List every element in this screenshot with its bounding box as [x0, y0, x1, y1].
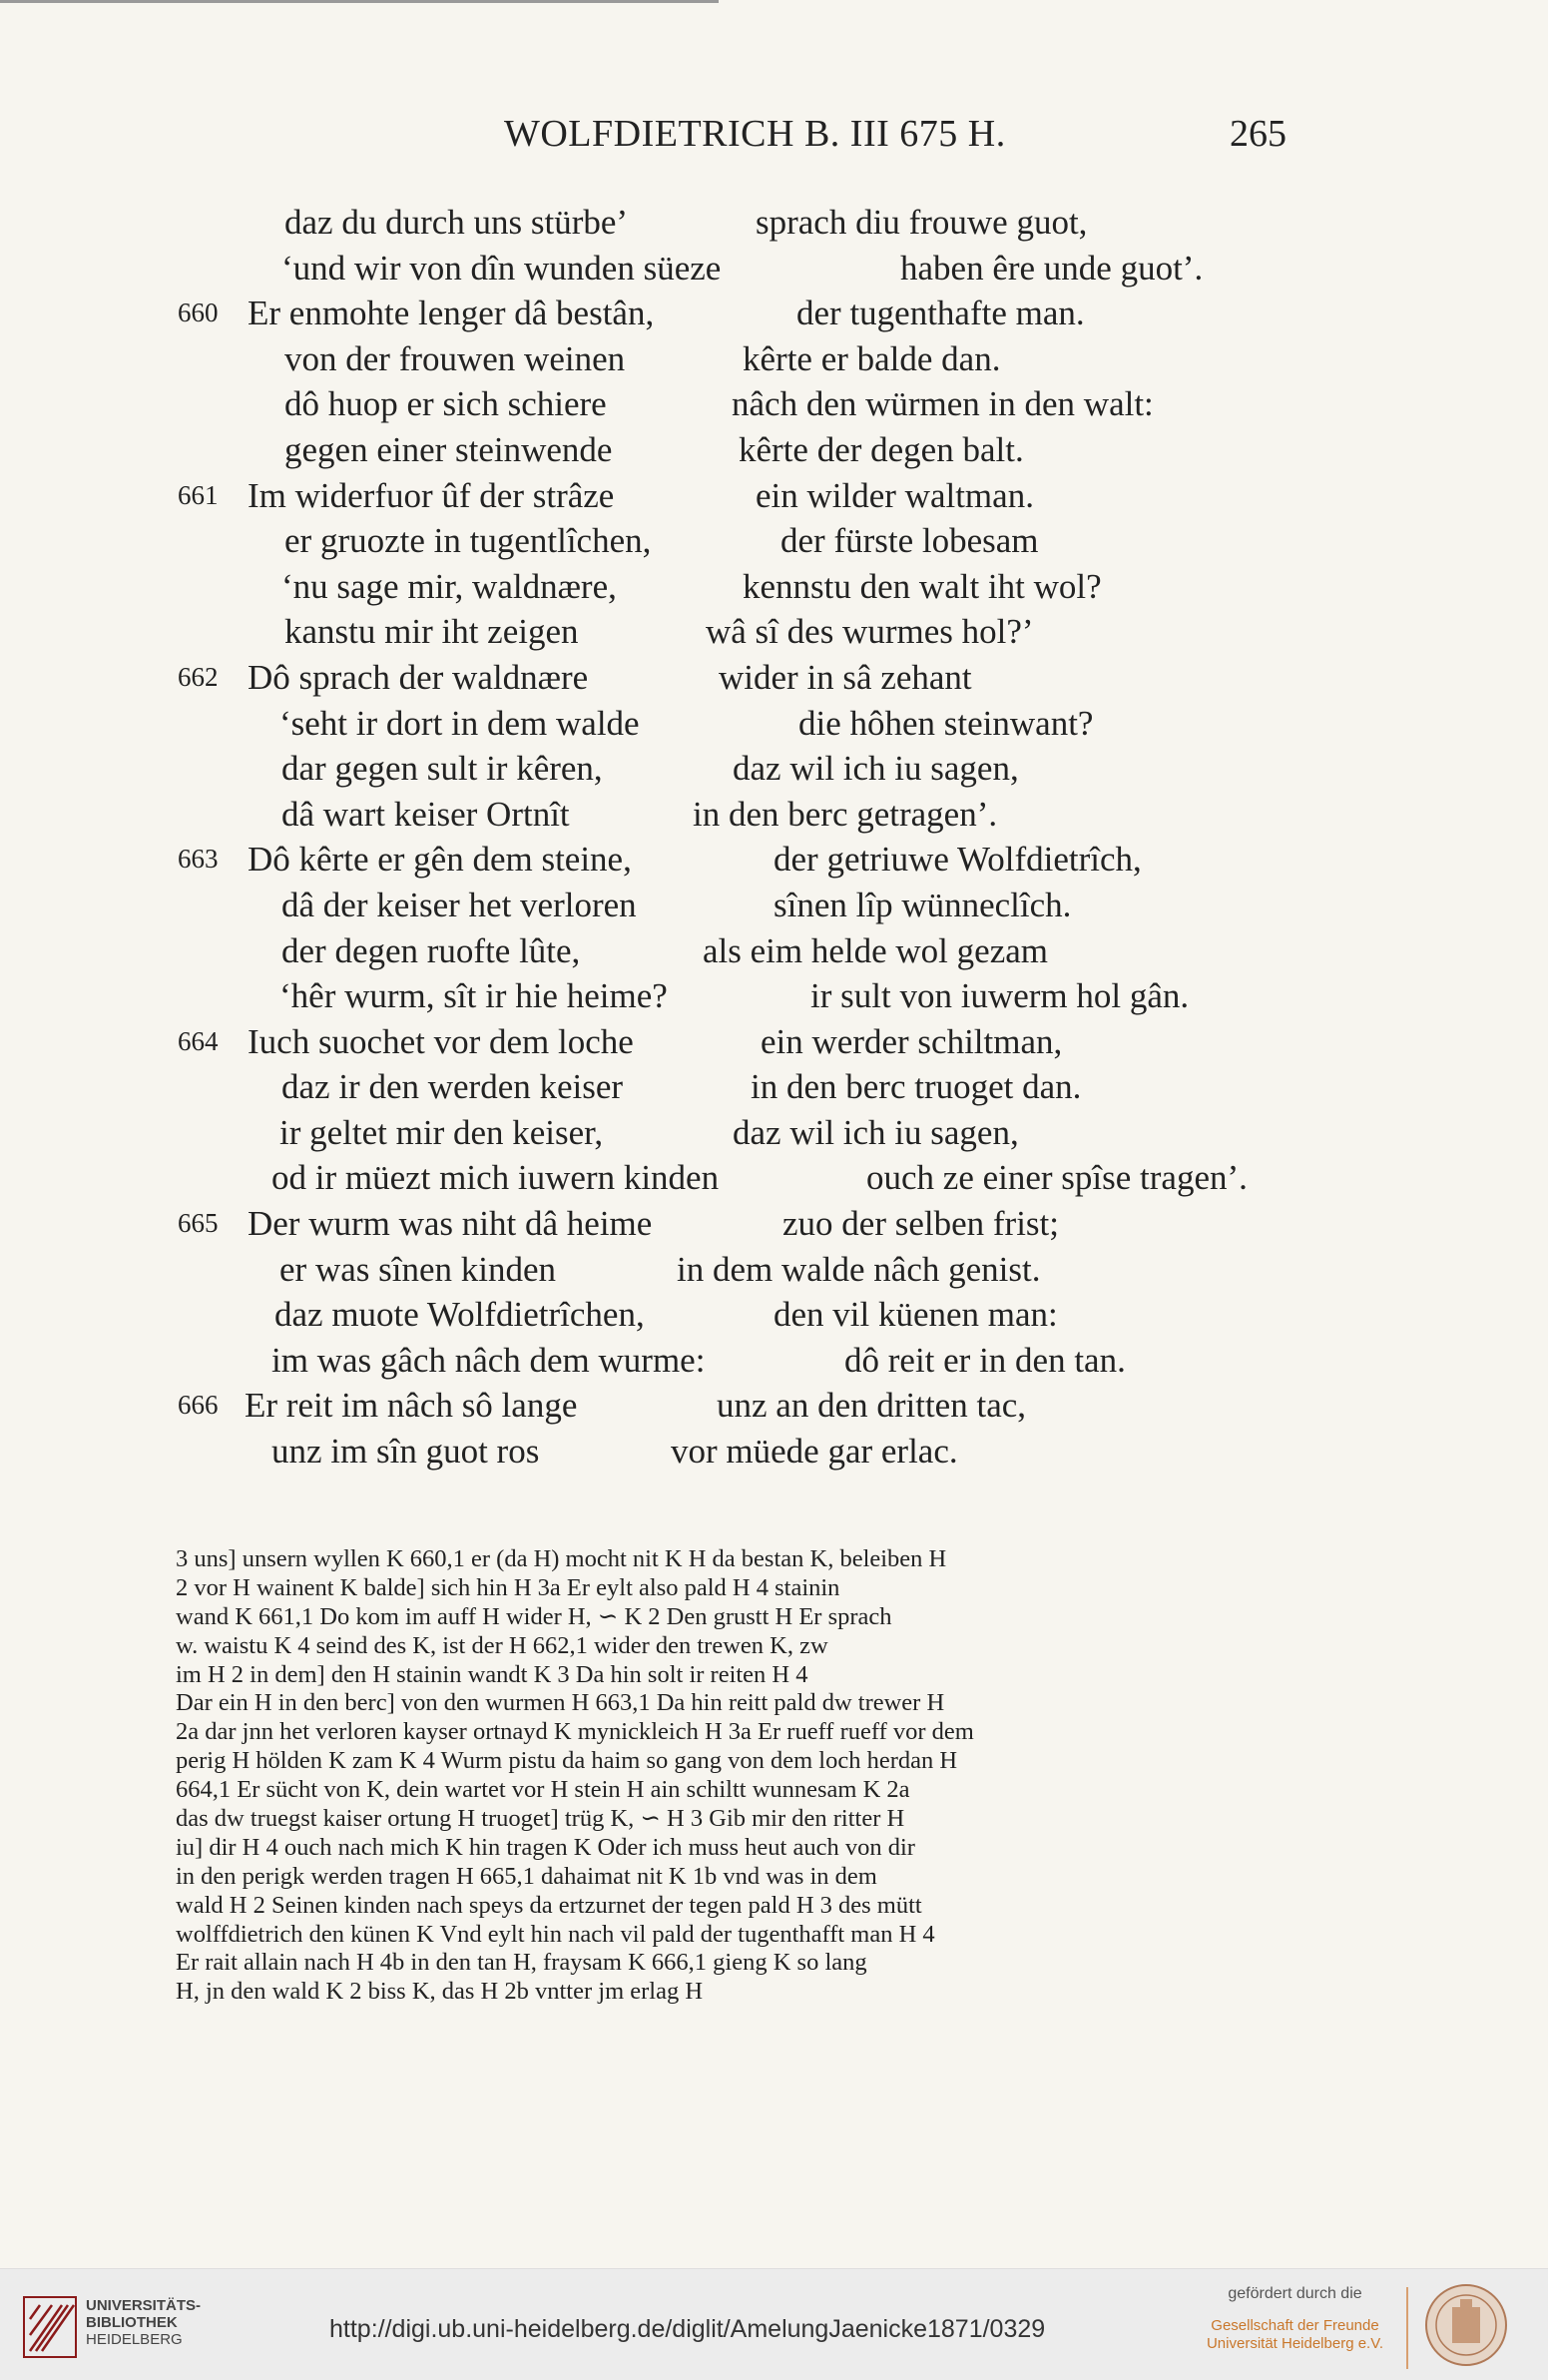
verse-line — [0, 518, 1548, 564]
verse-line — [0, 336, 1548, 382]
sponsor-name-1: Gesellschaft der Freunde — [1211, 2317, 1379, 2334]
verse-second-half: ouch ze einer spîse tragen’. — [866, 1158, 1248, 1198]
verse-first-half: unz im sîn guot ros — [271, 1432, 540, 1472]
permalink[interactable]: http://digi.ub.uni-heidelberg.de/diglit/AmelungJaenicke1871/0329 — [329, 2315, 1046, 2343]
verse-line — [0, 973, 1548, 1019]
verse-line — [0, 746, 1548, 792]
verse-second-half: der tugenthafte man. — [796, 294, 1085, 333]
footer-divider — [1406, 2287, 1408, 2369]
apparatus-line: Dar ein H in den berc] von den wurmen H 663,1 Da hin reitt pald dw trewer H — [176, 1689, 945, 1717]
verse-line — [0, 427, 1548, 473]
verse-line — [0, 701, 1548, 747]
verse-line — [0, 1110, 1548, 1156]
sponsor-name-2: Universität Heidelberg e.V. — [1206, 2335, 1384, 2352]
verse-line — [0, 1247, 1548, 1293]
verse-first-half: ‘nu sage mir, waldnære, — [281, 566, 617, 606]
verse-line — [0, 928, 1548, 974]
verse-second-half: der getriuwe Wolfdietrîch, — [774, 840, 1142, 880]
running-header — [0, 112, 1548, 172]
verse-number: 662 — [178, 661, 219, 692]
verse-first-half: ir geltet mir den keiser, — [279, 1112, 604, 1152]
verse-line — [0, 1019, 1548, 1065]
verse-first-half: Dô sprach der waldnære — [248, 657, 589, 697]
apparatus-line: in den perigk werden tragen H 665,1 dahaimat nit K 1b vnd was in dem — [176, 1862, 877, 1890]
verse-number: 665 — [178, 1208, 219, 1239]
verse-line — [0, 1064, 1548, 1110]
verse-second-half: ein werder schiltman, — [761, 1021, 1063, 1061]
verse-second-half: in den berc truoget dan. — [751, 1067, 1082, 1107]
verse-first-half: daz ir den werden keiser — [281, 1067, 624, 1107]
top-rule — [0, 0, 719, 3]
verse-line — [0, 1338, 1548, 1384]
library-line-2: BIBLIOTHEK — [86, 2314, 178, 2331]
verse-first-half: er gruozte in tugentlîchen, — [284, 521, 652, 561]
verse-line — [0, 246, 1548, 292]
verse-first-half: daz du durch uns stürbe’ — [284, 203, 629, 242]
verse-line — [0, 655, 1548, 701]
page-number: 265 — [1230, 113, 1287, 155]
verse-second-half: der fürste lobesam — [780, 521, 1039, 561]
verse-first-half: dar gegen sult ir kêren, — [281, 749, 603, 789]
apparatus-line: im H 2 in dem] den H stainin wandt K 3 Da hin solt ir reiten H 4 — [176, 1660, 808, 1688]
verse-second-half: sprach diu frouwe guot, — [756, 203, 1088, 242]
apparatus-line: w. waistu K 4 seind des K, ist der H 662,1 wider den trewen K, zw — [176, 1631, 828, 1659]
sponsor-block — [1183, 2285, 1407, 2353]
university-seal-icon — [1422, 2281, 1510, 2369]
apparatus-line: wand K 661,1 Do kom im auff H wider H, ∽ K 2 Den grustt H Er sprach — [176, 1602, 892, 1630]
verse-line — [0, 1383, 1548, 1429]
library-line-1: UNIVERSITÄTS- — [86, 2297, 202, 2314]
verse-line — [0, 609, 1548, 655]
verse-line — [0, 792, 1548, 838]
verse-first-half: od ir müezt mich iuwern kinden — [271, 1158, 720, 1198]
verse-first-half: dâ der keiser het verloren — [281, 885, 637, 924]
apparatus-line: H, jn den wald K 2 biss K, das H 2b vntter jm erlag H — [176, 1978, 704, 2006]
verse-second-half: als eim helde wol gezam — [703, 930, 1048, 970]
verse-number: 663 — [178, 844, 219, 875]
verse-first-half: daz muote Wolfdietrîchen, — [274, 1295, 645, 1335]
verse-second-half: in dem walde nâch genist. — [677, 1249, 1041, 1289]
verse-first-half: kanstu mir iht zeigen — [284, 612, 579, 652]
verse-line — [0, 1201, 1548, 1247]
verse-first-half: im was gâch nâch dem wurme: — [271, 1340, 706, 1380]
verse-first-half: von der frouwen weinen — [284, 338, 626, 378]
critical-apparatus — [176, 1545, 1293, 2007]
verse-first-half: Der wurm was niht dâ heime — [248, 1204, 653, 1244]
verse-second-half: kennstu den walt iht wol? — [743, 566, 1102, 606]
verse-line — [0, 381, 1548, 427]
verse-second-half: wâ sî des wurmes hol?’ — [706, 612, 1034, 652]
verse-second-half: haben êre unde guot’. — [900, 248, 1204, 288]
verse-line — [0, 200, 1548, 246]
verse-second-half: nâch den würmen in den walt: — [732, 384, 1154, 424]
apparatus-line: 664,1 Er sücht von K, dein wartet vor H stein H ain schiltt wunnesam K 2a — [176, 1776, 910, 1804]
verse-first-half: ‘und wir von dîn wunden süeze — [281, 248, 722, 288]
verse-first-half: der degen ruofte lûte, — [281, 930, 581, 970]
apparatus-line: wolffdietrich den künen K Vnd eylt hin nach vil pald der tugenthafft man H 4 — [176, 1920, 935, 1948]
apparatus-line: 2 vor H wainent K balde] sich hin H 3a Er eylt also pald H 4 stainin — [176, 1573, 840, 1601]
footer-bar — [0, 2268, 1548, 2380]
verse-line — [0, 837, 1548, 883]
verse-first-half: ‘hêr wurm, sît ir hie heime? — [279, 976, 668, 1016]
apparatus-line: 2a dar jnn het verloren kayser ortnayd K mynickleich H 3a Er rueff rueff vor dem — [176, 1718, 974, 1746]
verse-second-half: unz an den dritten tac, — [717, 1386, 1027, 1426]
apparatus-line: das dw truegst kaiser ortung H truoget] trüg K, ∽ H 3 Gib mir den ritter H — [176, 1805, 905, 1833]
verse-number: 660 — [178, 298, 219, 328]
verse-second-half: dô reit er in den tan. — [844, 1340, 1126, 1380]
library-line-3: HEIDELBERG — [86, 2331, 183, 2348]
apparatus-line: perig H hölden K zam K 4 Wurm pistu da haim so gang von dem loch herdan H — [176, 1747, 958, 1775]
verse-second-half: ir sult von iuwerm hol gân. — [810, 976, 1190, 1016]
verse-first-half: er was sînen kinden — [279, 1249, 557, 1289]
verse-second-half: sînen lîp wünneclîch. — [774, 885, 1072, 924]
verse-line — [0, 1429, 1548, 1475]
verse-first-half: dâ wart keiser Ortnît — [281, 794, 570, 834]
verse-line — [0, 1155, 1548, 1201]
verse-line — [0, 291, 1548, 336]
apparatus-line: iu] dir H 4 ouch nach mich K hin tragen K Oder ich muss heut auch von dir — [176, 1833, 915, 1861]
verse-number: 661 — [178, 479, 219, 510]
verse-first-half: dô huop er sich schiere — [284, 384, 607, 424]
verse-second-half: die hôhen steinwant? — [798, 703, 1094, 743]
verse-second-half: zuo der selben frist; — [782, 1204, 1059, 1244]
apparatus-line: wald H 2 Seinen kinden nach speys da ertzurnet der tegen pald H 3 des mütt — [176, 1891, 922, 1919]
verse-first-half: ‘seht ir dort in dem walde — [279, 703, 640, 743]
verse-first-half: Er reit im nâch sô lange — [245, 1386, 578, 1426]
verse-number: 664 — [178, 1025, 219, 1056]
running-title: WOLFDIETRICH B. III 675 H. — [504, 113, 1006, 155]
verse-first-half: gegen einer steinwende — [284, 429, 613, 469]
apparatus-line: Er rait allain nach H 4b in den tan H, fraysam K 666,1 gieng K so lang — [176, 1949, 867, 1977]
library-name — [86, 2297, 201, 2348]
verse-number: 666 — [178, 1390, 219, 1421]
verse-second-half: ein wilder waltman. — [756, 475, 1034, 515]
verse-second-half: kêrte er balde dan. — [743, 338, 1001, 378]
verse-line — [0, 473, 1548, 519]
sponsor-label: gefördert durch die — [1228, 2285, 1362, 2302]
verse-second-half: kêrte der degen balt. — [739, 429, 1024, 469]
verse-first-half: Im widerfuor ûf der strâze — [248, 475, 615, 515]
verse-first-half: Iuch suochet vor dem loche — [248, 1021, 634, 1061]
verse-second-half: den vil küenen man: — [774, 1295, 1058, 1335]
verse-line — [0, 1292, 1548, 1338]
ub-logo-icon — [22, 2295, 78, 2359]
verse-second-half: daz wil ich iu sagen, — [733, 749, 1019, 789]
verse-second-half: vor müede gar erlac. — [671, 1432, 958, 1472]
apparatus-line: 3 uns] unsern wyllen K 660,1 er (da H) mocht nit K H da bestan K, beleiben H — [176, 1545, 947, 1572]
verse-first-half: Dô kêrte er gên dem steine, — [248, 840, 632, 880]
verse-first-half: Er enmohte lenger dâ bestân, — [248, 294, 655, 333]
verse-second-half: daz wil ich iu sagen, — [733, 1112, 1019, 1152]
verse-line — [0, 883, 1548, 928]
verse-line — [0, 564, 1548, 610]
verse-second-half: in den berc getragen’. — [693, 794, 998, 834]
verse-text — [0, 200, 1548, 1475]
verse-second-half: wider in sâ zehant — [719, 657, 972, 697]
